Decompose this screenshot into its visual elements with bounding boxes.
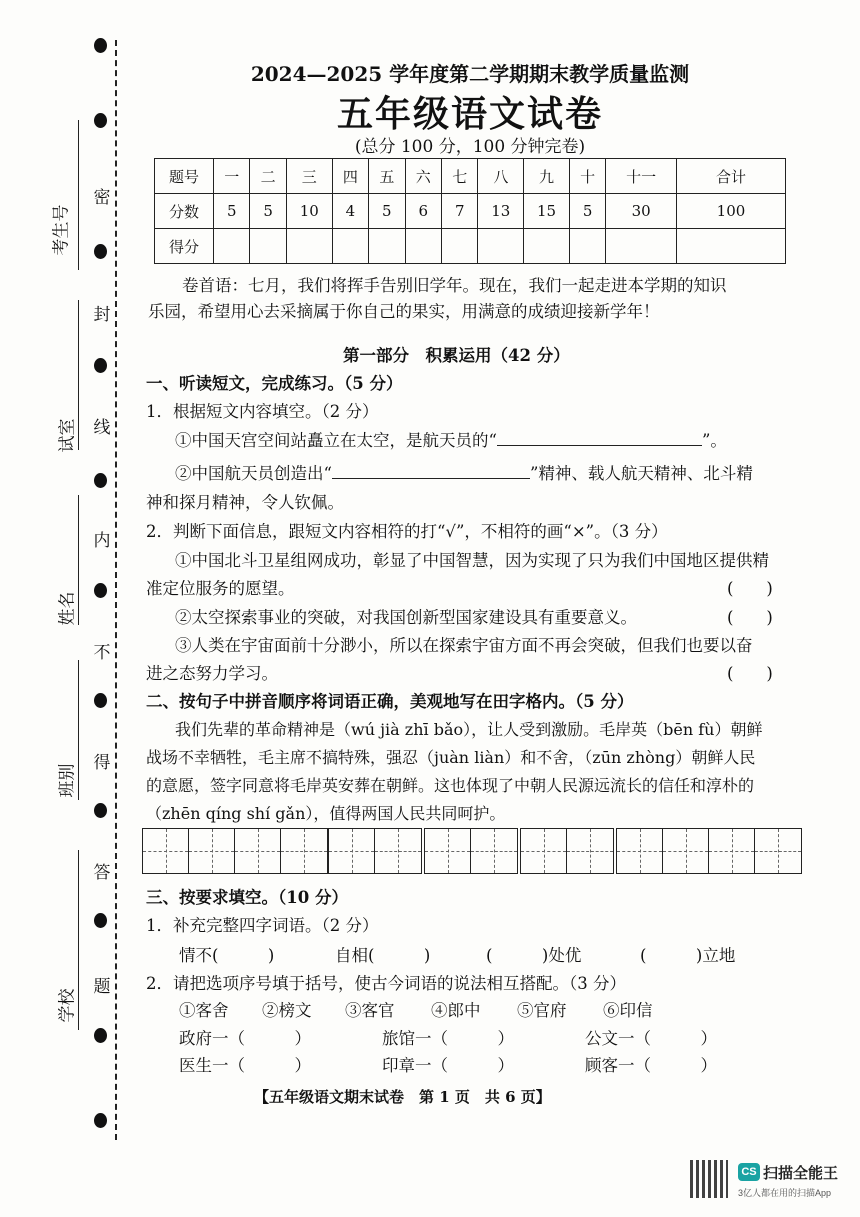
question-text: 1．补充完整四字词语。（2 分） (146, 916, 379, 935)
grid-cell[interactable] (281, 829, 327, 873)
grid-cell[interactable] (471, 829, 517, 873)
question-number: 七 (442, 159, 478, 194)
question-number: 六 (405, 159, 441, 194)
seal-char: 不 (93, 643, 111, 663)
question-text: 神和探月精神，令人钦佩。 (146, 493, 344, 512)
question-text: ②太空探索事业的突破，对我国创新型国家建设具有重要意义。 (175, 608, 637, 627)
field-label-class: 班别 (57, 763, 78, 798)
score-entry-cell[interactable] (677, 229, 786, 264)
field-underline (78, 495, 79, 625)
question-number: 八 (478, 159, 524, 194)
match-item[interactable]: 政府一（ ） (179, 1029, 311, 1048)
question-number: 二 (250, 159, 286, 194)
question-number: 十一 (606, 159, 677, 194)
preface-line: 乐园，希望用心去采摘属于你自己的果实，用满意的成绩迎接新学年！ (148, 302, 660, 321)
score-entry-cell[interactable] (524, 229, 570, 264)
page-footer: 【五年级语文期末试卷 第 1 页 共 6 页】 (254, 1088, 551, 1106)
question-text: 2．请把选项序号填于括号，使古今词语的说法相互搭配。（3 分） (146, 974, 626, 993)
grid-cell[interactable] (143, 829, 189, 873)
option-item: ①客舍 (179, 1001, 229, 1020)
question-number: 一 (214, 159, 250, 194)
question-item (175, 460, 753, 484)
question-number: 九 (524, 159, 570, 194)
score-entry-cell[interactable] (286, 229, 332, 264)
field-underline (78, 300, 79, 450)
binding-hole (94, 358, 107, 373)
score-entry-cell[interactable] (369, 229, 405, 264)
match-item[interactable]: 印章一（ ） (382, 1056, 514, 1075)
preface-line: 卷首语：七月，我们将挥手告别旧学年。现在，我们一起走进本学期的知识 (182, 276, 727, 295)
question-item (175, 427, 727, 451)
row-label: 题号 (155, 159, 214, 194)
match-item[interactable]: 旅馆一（ ） (382, 1029, 514, 1048)
seal-char: 封 (93, 305, 111, 325)
binding-hole (94, 913, 107, 928)
question-text: ①中国天宫空间站矗立在太空，是航天员的“ (175, 431, 497, 450)
qr-code-icon (690, 1160, 728, 1198)
grid-cell[interactable] (617, 829, 663, 873)
binding-hole (94, 803, 107, 818)
grid-cell[interactable] (567, 829, 613, 873)
question-text: 进之态努力学习。 (146, 664, 278, 683)
option-item: ④郎中 (431, 1001, 481, 1020)
score-entry-cell[interactable] (332, 229, 368, 264)
question-number: 四 (332, 159, 368, 194)
score-entry-cell[interactable] (214, 229, 250, 264)
points-cell: 13 (478, 194, 524, 229)
section-heading: 二、按句子中拼音顺序将词语正确，美观地写在田字格内。（5 分） (146, 692, 634, 711)
grid-cell[interactable] (663, 829, 709, 873)
match-item[interactable]: 医生一（ ） (179, 1056, 311, 1075)
option-item: ③客官 (345, 1001, 395, 1020)
binding-hole (94, 693, 107, 708)
question-text: ③人类在宇宙面前十分渺小，所以在探索宇宙方面不再会突破，但我们也要以奋 (175, 636, 753, 655)
answer-blank[interactable] (497, 431, 702, 446)
answer-parentheses[interactable]: ( ) (727, 664, 773, 683)
writing-grid-group[interactable] (328, 828, 422, 874)
part-title: 第一部分 积累运用（42 分） (343, 346, 570, 365)
exam-title: 五年级语文试卷 (336, 93, 603, 135)
points-cell: 5 (369, 194, 405, 229)
grid-cell[interactable] (235, 829, 281, 873)
field-label-student-id: 考生号 (51, 204, 72, 256)
exam-header-line: 2024—2025 学年度第二学期期末教学质量监测 (250, 62, 690, 86)
points-cell: 100 (677, 194, 786, 229)
passage-line: 战场不幸牺牲，毛主席不搞特殊，强忍（juàn liàn）和不舍，（zūn zhòng）朝鲜人民 (146, 748, 756, 767)
scanner-tagline: 3亿人都在用的扫描App (738, 1188, 832, 1198)
field-underline (78, 850, 79, 1030)
grid-cell[interactable] (755, 829, 801, 873)
seal-char: 题 (93, 977, 111, 997)
question-text: ”。 (701, 431, 727, 450)
points-cell: 10 (286, 194, 332, 229)
question-text: 1．根据短文内容填空。（2 分） (146, 402, 379, 421)
writing-grid-group[interactable] (520, 828, 614, 874)
question-number: 三 (286, 159, 332, 194)
points-cell: 4 (332, 194, 368, 229)
seal-char: 密 (93, 188, 111, 208)
idiom-blank-item[interactable]: 情不( ) (179, 946, 275, 965)
section-heading: 三、按要求填空。（10 分） (146, 888, 348, 907)
field-label-exam-room: 试室 (57, 418, 78, 453)
binding-hole (94, 583, 107, 598)
answer-parentheses[interactable]: ( ) (727, 579, 773, 598)
writing-grid-group[interactable] (424, 828, 518, 874)
points-cell: 30 (606, 194, 677, 229)
field-underline (78, 120, 79, 270)
points-cell: 6 (405, 194, 441, 229)
seal-char: 答 (93, 863, 111, 883)
question-number: 十 (569, 159, 605, 194)
idiom-blank-item[interactable]: 自相( ) (335, 946, 431, 965)
points-cell: 7 (442, 194, 478, 229)
question-number: 五 (369, 159, 405, 194)
grid-cell[interactable] (521, 829, 567, 873)
match-item[interactable]: 公文一（ ） (585, 1029, 717, 1048)
idiom-blank-item[interactable]: ( )处优 (486, 946, 582, 965)
option-item: ⑤官府 (517, 1001, 567, 1020)
field-underline (78, 660, 79, 800)
seal-char: 得 (93, 753, 111, 773)
section-heading: 一、听读短文，完成练习。（5 分） (146, 374, 403, 393)
binding-hole (94, 1028, 107, 1043)
grid-cell[interactable] (709, 829, 755, 873)
camscanner-logo-icon: CS (738, 1163, 760, 1181)
question-text: ②中国航天员创造出“ (175, 464, 332, 483)
field-label-school: 学校 (57, 988, 78, 1023)
scanner-app-name: 扫描全能王 (763, 1165, 839, 1182)
passage-line: （zhēn qíng shí gǎn），值得两国人民共同呵护。 (146, 804, 506, 823)
binding-hole (94, 473, 107, 488)
seal-char: 线 (93, 418, 111, 438)
score-entry-cell[interactable] (405, 229, 441, 264)
row-label: 得分 (155, 229, 214, 264)
grid-cell[interactable] (329, 829, 375, 873)
score-entry-cell[interactable] (606, 229, 677, 264)
row-label: 分数 (155, 194, 214, 229)
match-item[interactable]: 顾客一（ ） (585, 1056, 717, 1075)
score-entry-cell[interactable] (250, 229, 286, 264)
binding-dashed-line (115, 40, 117, 1140)
table-row (155, 159, 786, 194)
answer-parentheses[interactable]: ( ) (727, 608, 773, 627)
binding-hole (94, 113, 107, 128)
points-cell: 5 (569, 194, 605, 229)
question-text: ”精神、载人航天精神、北斗精 (529, 464, 753, 483)
question-number: 合计 (677, 159, 786, 194)
grid-cell[interactable] (375, 829, 421, 873)
option-item: ②榜文 (262, 1001, 312, 1020)
binding-hole (94, 244, 107, 259)
seal-char: 内 (93, 531, 111, 551)
passage-line: 的意愿，签字同意将毛岸英安葬在朝鲜。这也体现了中朝人民源远流长的信任和淳朴的 (146, 776, 755, 795)
option-item: ⑥印信 (603, 1001, 653, 1020)
binding-hole (94, 38, 107, 53)
points-cell: 5 (250, 194, 286, 229)
exam-subtitle: (总分 100 分，100 分钟完卷) (354, 137, 586, 157)
grid-cell[interactable] (425, 829, 471, 873)
field-label-name: 姓名 (57, 591, 78, 626)
score-table (154, 158, 786, 264)
question-text: 2．判断下面信息，跟短文内容相符的打“√”，不相符的画“×”。（3 分） (146, 522, 668, 541)
score-entry-cell[interactable] (569, 229, 605, 264)
table-row (155, 229, 786, 264)
writing-grid-group[interactable] (142, 828, 328, 874)
score-entry-cell[interactable] (442, 229, 478, 264)
idiom-blank-item[interactable]: ( )立地 (640, 946, 736, 965)
grid-cell[interactable] (189, 829, 235, 873)
score-entry-cell[interactable] (478, 229, 524, 264)
question-text: ①中国北斗卫星组网成功，彰显了中国智慧，因为实现了只为我们中国地区提供精 (175, 551, 769, 570)
points-cell: 5 (214, 194, 250, 229)
answer-blank[interactable] (332, 464, 530, 479)
writing-grid-group[interactable] (616, 828, 802, 874)
binding-hole (94, 1113, 107, 1128)
points-cell: 15 (524, 194, 570, 229)
question-text: 准定位服务的愿望。 (146, 579, 295, 598)
passage-line: 我们先辈的革命精神是（wú jià zhī bǎo），让人受到激励。毛岸英（bēn fù）朝鲜 (175, 720, 763, 739)
table-row (155, 194, 786, 229)
